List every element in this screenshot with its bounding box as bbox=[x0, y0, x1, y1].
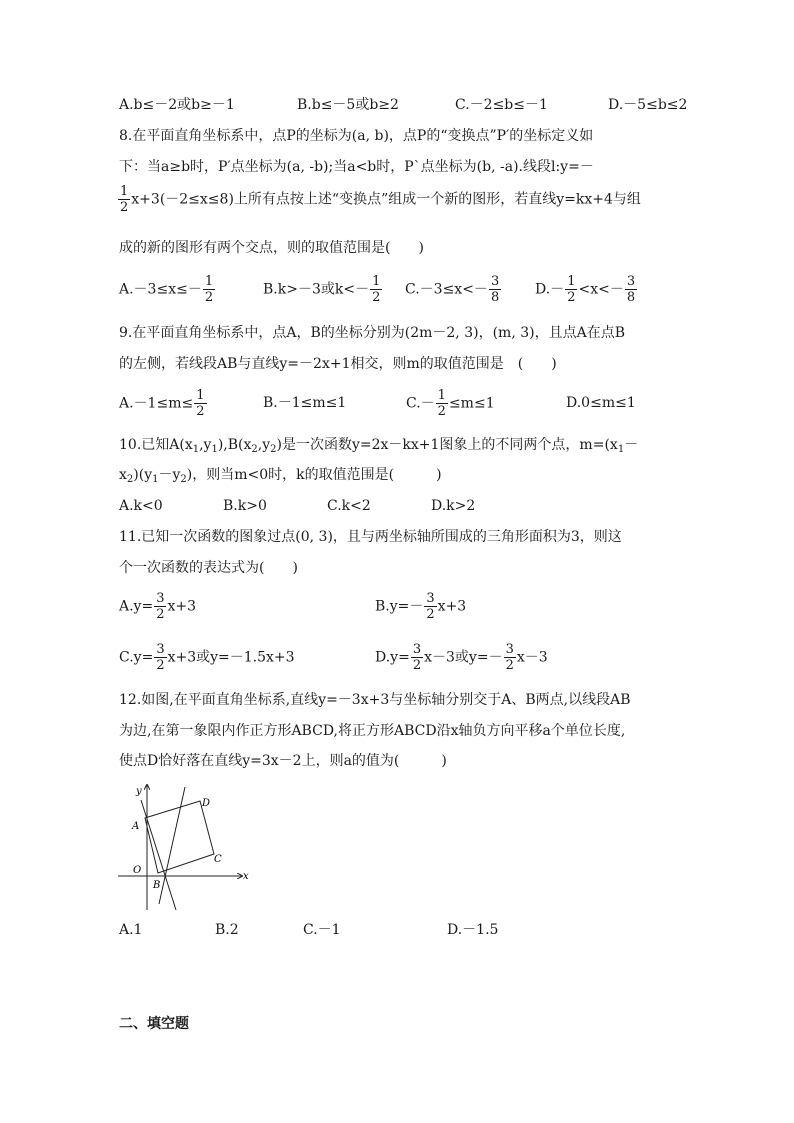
q12-line2: 为边,在第一象限内作正方形ABCD,将正方形ABCD沿x轴负方向平移a个单位长度, bbox=[119, 723, 626, 739]
fig-label-b: B bbox=[153, 880, 161, 891]
q9-option-a: A.－1≤m≤ $\frac{1}{2}$ bbox=[119, 388, 205, 419]
q8-option-b: B.k>－3或k<－ $\frac{1}{2}$ bbox=[263, 274, 381, 305]
q10-option-a: A.k<0 bbox=[119, 498, 163, 514]
q11-option-c: C.y= $\frac{3}{2}$ x+3或y=－1.5x+3 bbox=[119, 642, 295, 673]
q9-line1: 9.在平面直角坐标系中，点A，B的坐标分别为(2m－2, 3)，(m, 3)，且点A在点B bbox=[119, 325, 625, 341]
section-heading: 二、填空题 bbox=[119, 1016, 189, 1032]
line-ab bbox=[141, 800, 176, 910]
q8-line2: 下：当a≥b时，P′点坐标为(a, -b);当a<b时，P`点坐标为(b, -a).线段l:y=－ bbox=[119, 159, 594, 175]
q7-option-c: C.－2≤b≤－1 bbox=[455, 97, 548, 113]
q11-line2: 个一次函数的表达式为( ) bbox=[119, 560, 298, 576]
q9-option-c: C.－ $\frac{1}{2}$ ≤m≤1 bbox=[406, 388, 495, 419]
q8-line1: 8.在平面直角坐标系中，点P的坐标为(a, b)，点P的“变换点”P′的坐标定义如 bbox=[119, 128, 594, 144]
q8-option-a: A.－3≤x≤－ $\frac{1}{2}$ bbox=[119, 274, 214, 305]
q10-option-c: C.k<2 bbox=[327, 498, 371, 514]
q12-line1: 12.如图,在平面直角坐标系,直线y=－3x+3与坐标轴分别交于A、B两点,以线段AB bbox=[119, 692, 631, 708]
q8-option-c: C.－3≤x<－ $\frac{3}{8}$ bbox=[405, 274, 500, 305]
q12-option-d: D.－1.5 bbox=[447, 922, 499, 938]
fig-label-o: O bbox=[133, 865, 142, 876]
q9-line2: 的左侧，若线段AB与直线y=－2x+1相交，则m的取值范围是 ( ) bbox=[119, 356, 557, 372]
q9-option-b: B.－1≤m≤1 bbox=[263, 395, 347, 411]
q12-option-a: A.1 bbox=[119, 922, 143, 938]
q7-option-d: D.－5≤b≤2 bbox=[608, 97, 688, 113]
fig-label-a: A bbox=[132, 821, 140, 832]
q11-option-a: A.y= $\frac{3}{2}$ x+3 bbox=[119, 591, 197, 622]
q11-option-b: B.y=－ $\frac{3}{2}$ x+3 bbox=[375, 591, 467, 622]
q11-option-d: D.y= $\frac{3}{2}$ x－3或y=－ $\frac{3}{2}$ x－3 bbox=[375, 642, 548, 673]
q12-figure bbox=[118, 782, 250, 912]
q12-option-b: B.2 bbox=[215, 922, 239, 938]
q9-option-d: D.0≤m≤1 bbox=[566, 395, 636, 411]
q8-option-d: D.－ $\frac{1}{2}$ <x<－ $\frac{3}{8}$ bbox=[535, 274, 636, 305]
q8-line4: 成的新的图形有两个交点，则的取值范围是( ) bbox=[119, 240, 424, 256]
q8-line3: $\frac{1}{2}$ x+3(－2≤x≤8)上所有点按上述“变换点”组成一个新的图形，若直线y=kx+4与组 bbox=[120, 184, 641, 215]
fig-label-c: C bbox=[214, 854, 222, 865]
q10-option-d: D.k>2 bbox=[431, 498, 476, 514]
q12-line3: 使点D恰好落在直线y=3x－2上，则a的值为( ) bbox=[119, 753, 447, 769]
q7-option-b: B.b≤－5或b≥2 bbox=[297, 97, 399, 113]
q10-option-b: B.k>0 bbox=[223, 498, 267, 514]
line-y3x-2 bbox=[159, 787, 185, 904]
fig-label-y: y bbox=[136, 786, 142, 797]
q11-line1: 11.已知一次函数的图象过点(0, 3)，且与两坐标轴所围成的三角形面积为3，则这 bbox=[119, 529, 622, 545]
q12-option-c: C.－1 bbox=[303, 922, 341, 938]
fig-label-x: x bbox=[243, 871, 249, 882]
q10-line2: $x_2)(y_1-y_2)$，则当m<0时，k的取值范围是( ) bbox=[119, 467, 442, 485]
fig-label-d: D bbox=[202, 798, 211, 809]
q7-option-a: A.b≤－2或b≥－1 bbox=[119, 97, 235, 113]
q10-line1: 10.已知$A(x_1,y_1),B(x_2,y_2)$是一次函数y=2x－kx+1图象上的不同两个点，$m=(x_1-$ bbox=[119, 437, 639, 455]
q8-fraction: $\frac{1}{2}$ bbox=[120, 184, 129, 215]
